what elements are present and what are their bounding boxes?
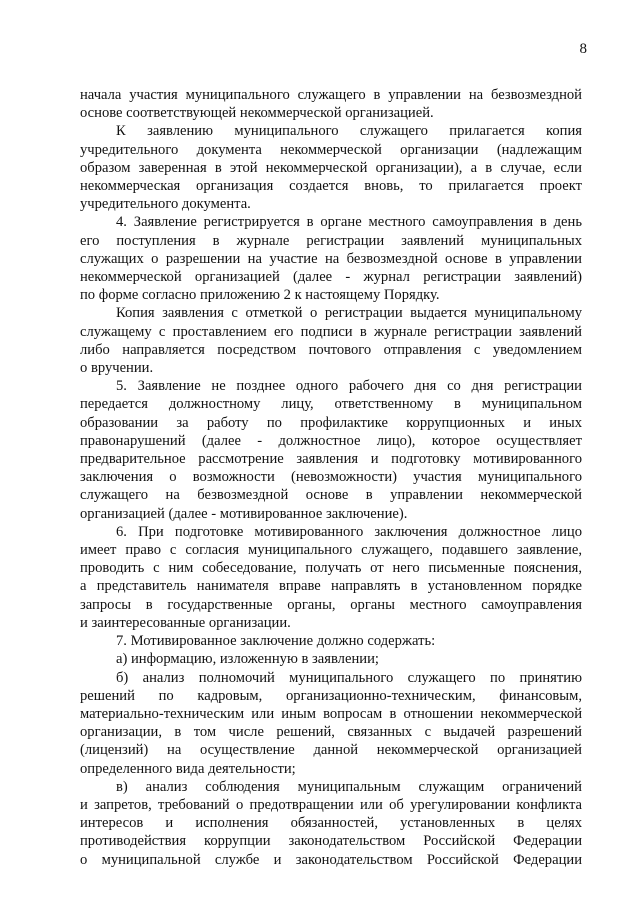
text-line: заключения о возможности (невозможности) участия муниципального <box>80 469 582 486</box>
text-line: б) анализ полномочий муниципального служащего по принятию <box>116 669 582 686</box>
page-number: 8 <box>579 41 587 57</box>
text-line: либо направляется посредством почтового отправления с уведомлением <box>80 341 582 358</box>
text-line: 4. Заявление регистрируется в органе местного самоуправления в день <box>116 214 582 231</box>
text-line: учредительного документа некоммерческой организации (надлежащим <box>80 141 582 158</box>
text-line: имеет право с согласия муниципального служащего, подавшего заявление, <box>80 542 582 559</box>
document-body <box>80 86 582 869</box>
text-line: передается должностному лицу, ответственному в муниципальном <box>80 396 582 413</box>
text-line: в) анализ соблюдения муниципальным служащим ограничений <box>116 778 582 795</box>
text-line: 6. При подготовке мотивированного заключения должностное лицо <box>116 523 582 540</box>
text-line: Копия заявления с отметкой о регистрации выдается муниципальному <box>116 305 582 322</box>
text-line: о муниципальной службе и законодательством Российской Федерации <box>80 851 582 868</box>
text-line: 5. Заявление не позднее одного рабочего дня со дня регистрации <box>116 378 582 395</box>
text-line: определенного вида деятельности; <box>80 760 296 777</box>
text-line: организацией (далее - мотивированное заключение). <box>80 505 408 522</box>
text-line: К заявлению муниципального служащего прилагается копия <box>116 123 582 140</box>
text-line: и запретов, требований о предотвращении или об урегулировании конфликта <box>80 796 582 813</box>
text-line: служащих о разрешении на участие на безвозмездной основе в управлении <box>80 250 582 267</box>
text-line: правонарушений (далее - должностное лицо), которое осуществляет <box>80 432 582 449</box>
text-line: некоммерческой организацией (далее - журнал регистрации заявлений) <box>80 269 582 286</box>
text-line: и заинтересованные организации. <box>80 614 291 631</box>
text-line: проводить с ним собеседование, получать от него письменные пояснения, <box>80 560 582 577</box>
text-line: начала участия муниципального служащего в управлении на безвозмездной <box>80 87 582 103</box>
text-line: запросы в государственные органы, органы местного самоуправления <box>80 596 582 613</box>
text-line: служащему с проставлением его подписи в журнале регистрации заявлений <box>80 323 582 340</box>
text-line: учредительного документа. <box>80 196 251 213</box>
text-line: служащего на безвозмездной основе в управлении некоммерческой <box>80 487 582 504</box>
text-line: материально-техническим или иным вопросам в отношении некоммерческой <box>80 705 582 722</box>
text-line: решений по кадровым, организационно-техническим, финансовым, <box>80 687 582 704</box>
text-line: основе соответствующей некоммерческой организацией. <box>80 105 434 122</box>
text-line: организации, в том числе решений, связанных с выдачей разрешений <box>80 724 582 741</box>
text-line: образом заверенная в этой некоммерческой организации), а в случае, если <box>80 159 582 176</box>
text-line: по форме согласно приложению 2 к настоящему Порядку. <box>80 287 440 304</box>
text-line: а представитель нанимателя вправе направлять в установленном порядке <box>80 578 582 595</box>
text-line: противодействия коррупции законодательством Российской Федерации <box>80 833 582 850</box>
text-line: образовании за работу по профилактике коррупционных и иных <box>80 414 582 431</box>
text-line: некоммерческая организация создается вновь, то прилагается проект <box>80 178 582 195</box>
text-line: (лицензий) на осуществление данной некоммерческой организацией <box>80 742 582 759</box>
text-line: его поступления в журнале регистрации заявлений муниципальных <box>80 232 582 249</box>
text-line: а) информацию, изложенную в заявлении; <box>116 651 379 668</box>
text-line: предварительное рассмотрение заявления и подготовку мотивированного <box>80 451 582 468</box>
text-line: 7. Мотивированное заключение должно содержать: <box>116 633 436 650</box>
text-line: интересов и исполнения обязанностей, установленных в целях <box>80 815 582 832</box>
text-line: о вручении. <box>80 360 154 377</box>
